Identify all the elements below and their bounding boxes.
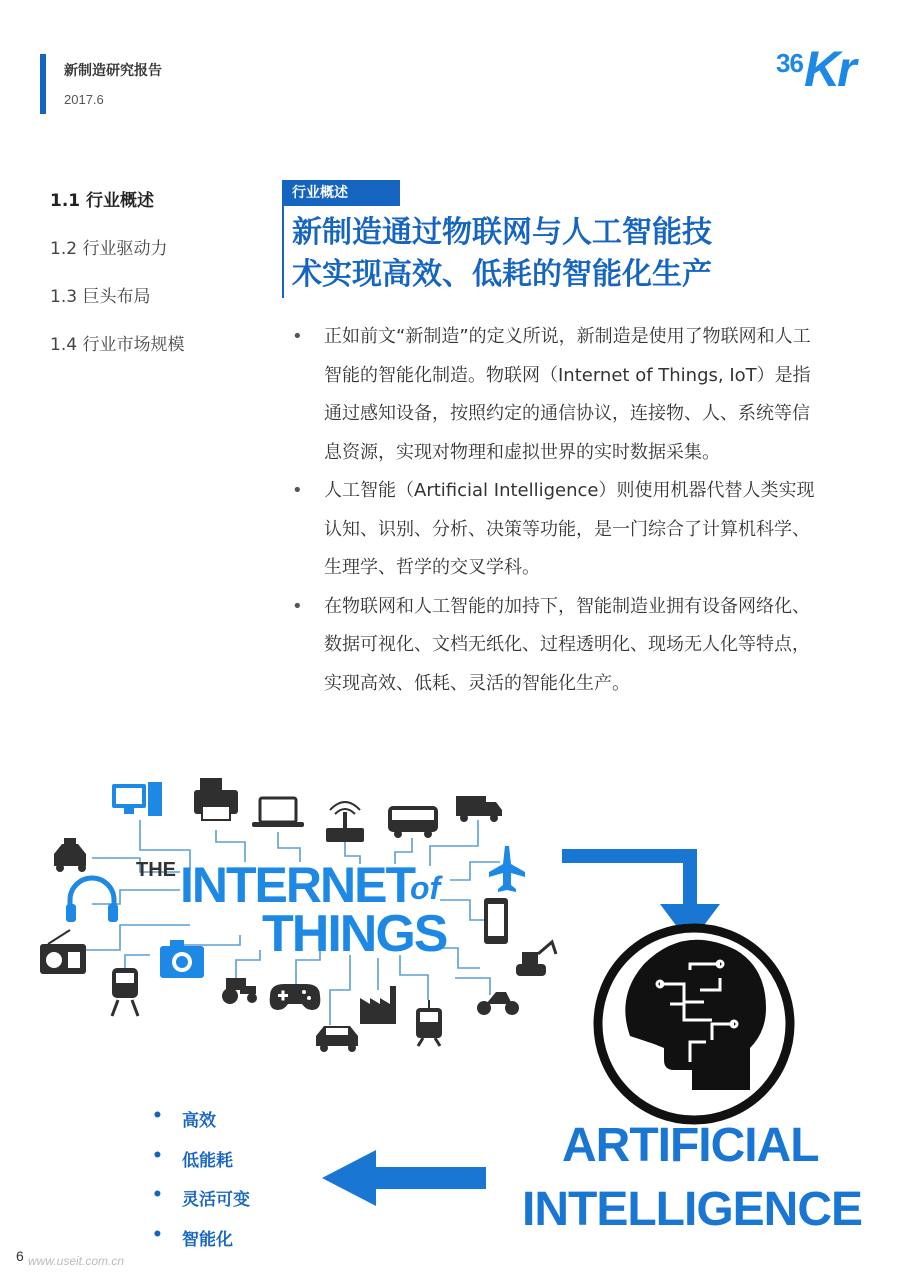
smartphone-icon bbox=[484, 898, 508, 944]
nav-item-1-1[interactable]: 1.1 行业概述 bbox=[50, 191, 155, 211]
feature-item: • 灵活可变 bbox=[152, 1185, 250, 1225]
airplane-icon bbox=[489, 846, 525, 892]
ai-title-line-1: ARTIFICIAL bbox=[562, 1119, 819, 1172]
printer-icon bbox=[194, 778, 238, 820]
report-date: 2017.6 bbox=[64, 92, 104, 107]
nav-item-1-4[interactable]: 1.4 行业市场规模 bbox=[50, 335, 185, 355]
section-nav bbox=[50, 186, 184, 378]
radio-icon bbox=[40, 930, 86, 974]
logo-letters: Kr bbox=[804, 41, 854, 97]
gamepad-icon bbox=[270, 984, 321, 1010]
headline-line-1: 新制造通过物联网与人工智能技 bbox=[292, 215, 712, 250]
truck-icon bbox=[456, 796, 502, 822]
tram-icon bbox=[416, 1000, 442, 1046]
factory-icon bbox=[360, 986, 396, 1024]
bus-icon bbox=[388, 806, 438, 838]
bullet-item: • 正如前文“新制造”的定义所说，新制造是使用了物联网和人工智能的智能化制造。物联网（Internet of Things, IoT）是指通过感知设备，按照约定的通信协议，连接物、人、系统等信息资源，实现对物理和虚拟世界的实时数据采集。 bbox=[292, 318, 820, 472]
bullet-item: • 在物联网和人工智能的加持下，智能制造业拥有设备网络化、数据可视化、文档无纸化、过程透明化、现场无人化等特点，实现高效、低耗、灵活的智能化生产。 bbox=[292, 588, 820, 704]
page-number: 6 bbox=[16, 1248, 24, 1264]
logo-number: 36 bbox=[776, 48, 803, 78]
section-tag: 行业概述 bbox=[284, 180, 400, 206]
computer-icon bbox=[112, 782, 162, 816]
bullet-list bbox=[292, 318, 820, 703]
feature-item: • 智能化 bbox=[152, 1225, 250, 1265]
arrow-left bbox=[322, 1150, 486, 1206]
laptop-icon bbox=[252, 798, 304, 827]
iot-title-line-1: INTERNET bbox=[180, 857, 414, 913]
feature-list bbox=[152, 1106, 250, 1264]
feature-item: • 高效 bbox=[152, 1106, 250, 1146]
brain-head-icon bbox=[598, 928, 790, 1120]
taxi-icon bbox=[54, 838, 86, 872]
section-headline bbox=[292, 212, 832, 296]
iot-the-label: THE bbox=[136, 859, 176, 881]
watermark: www.useit.com.cn bbox=[28, 1254, 125, 1268]
report-title: 新制造研究报告 bbox=[64, 63, 162, 79]
bullet-item: • 人工智能（Artificial Intelligence）则使用机器代替人类实现认知、识别、分析、决策等功能，是一门综合了计算机科学、生理学、哲学的交叉学科。 bbox=[292, 472, 820, 588]
excavator-icon bbox=[516, 942, 556, 976]
iot-of-label: of bbox=[410, 870, 441, 906]
car-icon bbox=[316, 1026, 358, 1052]
feature-item: • 低能耗 bbox=[152, 1146, 250, 1186]
nav-item-1-3[interactable]: 1.3 巨头布局 bbox=[50, 287, 151, 307]
ai-title-line-2: INTELLIGENCE bbox=[522, 1183, 863, 1236]
motorbike-icon bbox=[477, 992, 519, 1015]
nav-item-1-2[interactable]: 1.2 行业驱动力 bbox=[50, 239, 168, 259]
iot-title-line-2: THINGS bbox=[262, 905, 447, 963]
headline-line-2: 术实现高效、低耗的智能化生产 bbox=[292, 257, 712, 292]
headphones-icon bbox=[66, 878, 118, 922]
tractor-icon bbox=[222, 978, 257, 1004]
router-icon bbox=[326, 802, 364, 842]
train-icon bbox=[112, 968, 138, 1016]
header-accent-bar bbox=[40, 54, 46, 114]
